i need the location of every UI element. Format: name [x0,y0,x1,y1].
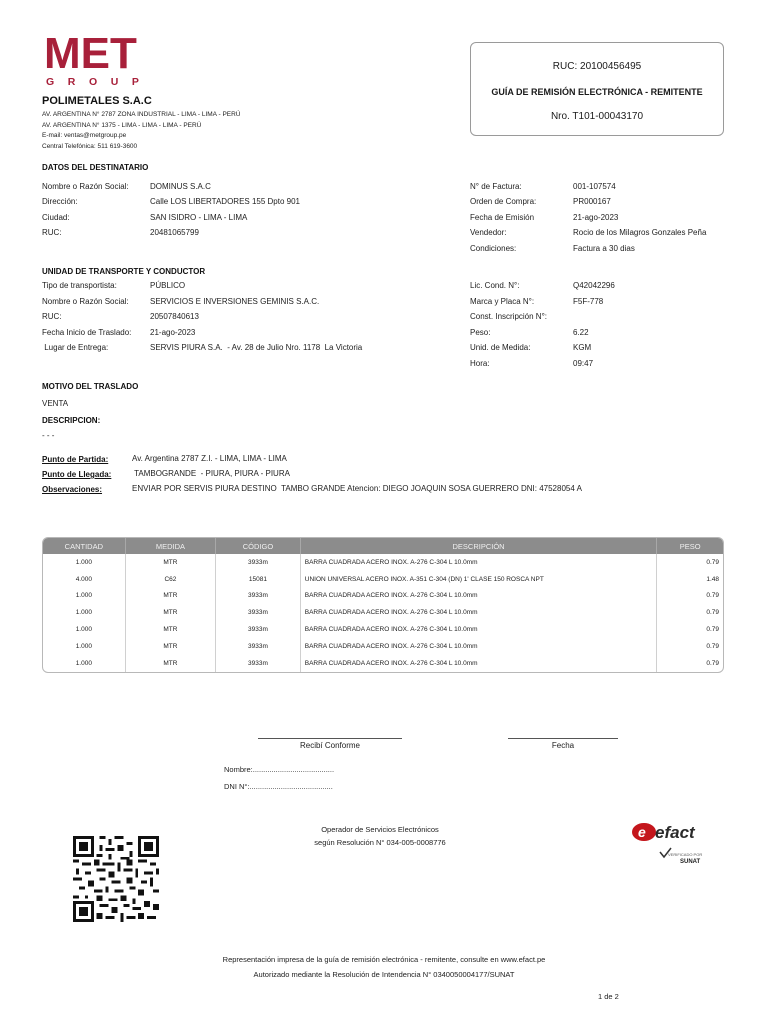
cell-codigo: 3933m [216,604,301,621]
cell-peso: 0.79 [657,554,723,571]
field-label: Ciudad: [42,213,70,222]
efact-wordmark: efact [655,823,695,842]
table-row [43,655,723,672]
signature-line-fecha [508,738,618,739]
section-title-descripcion: DESCRIPCION: [42,416,101,425]
field-label: Lugar de Entrega: [42,343,109,352]
col-header-cantidad: CANTIDAD [43,538,125,554]
operador-line1: Operador de Servicios Electrónicos [321,825,439,834]
page-indicator: 1 de 2 [598,992,619,1001]
field-label: Condiciones: [470,244,517,253]
qr-code [72,836,160,922]
nombre-field: Nombre:....................................... [224,765,335,774]
efact-verificado: VERIFICADO POR [668,852,703,857]
field-value: Rocio de los Milagros Gonzales Peña [573,228,707,237]
field-label: Vendedor: [470,228,507,237]
field-label: Nombre o Razón Social: [42,297,129,306]
cell-medida: MTR [125,655,216,672]
company-name: POLIMETALES S.A.C [42,95,152,107]
cell-codigo: 15081 [216,571,301,588]
cell-medida: MTR [125,604,216,621]
section-title-destinatario: DATOS DEL DESTINATARIO [42,163,149,172]
col-header-descripcion: DESCRIPCIÓN [300,538,657,554]
table-row [43,554,723,571]
field-label: Peso: [470,328,491,337]
field-label: Hora: [470,359,490,368]
table-row [43,571,723,588]
field-value: 21-ago-2023 [573,213,619,222]
field-value: 09:47 [573,359,594,368]
cell-peso: 0.79 [657,638,723,655]
punto-partida-value: Av. Argentina 2787 Z.I. - LIMA, LIMA - LIMA [132,454,287,463]
table-row [43,604,723,621]
field-label: Orden de Compra: [470,197,537,206]
ruc-box [470,42,724,136]
document-number: Nro. T101-00043170 [550,111,644,122]
field-value: SAN ISIDRO - LIMA - LIMA [150,213,248,222]
logo-text: MET [44,30,137,78]
cell-codigo: 3933m [216,638,301,655]
address-line: AV. ARGENTINA N° 1375 - LIMA - LIMA - LIMA - PERÚ [42,122,202,129]
email-line: E-mail: ventas@metgroup.pe [42,132,127,139]
dni-field: DNI N°:........................................ [224,782,333,791]
cell-peso: 1.48 [657,571,723,588]
cell-descripcion: BARRA CUADRADA ACERO INOX. A-276 C-304 L 10.0mm [300,621,657,638]
table-header-row [43,538,723,554]
cell-cantidad: 1.000 [75,659,92,667]
fecha-label: Fecha [551,741,575,750]
field-label: RUC: [42,228,62,237]
cell-cantidad: 4.000 [75,575,92,583]
items-table [42,537,724,673]
cell-descripcion: BARRA CUADRADA ACERO INOX. A-276 C-304 L 10.0mm [300,604,657,621]
cell-medida: MTR [125,588,216,605]
document-type: GUÍA DE REMISIÓN ELECTRÓNICA - REMITENTE [491,87,703,97]
field-value: Q42042296 [573,281,615,290]
ruc-number: RUC: 20100456495 [552,61,642,72]
field-label: Const. Inscripción N°: [470,312,548,321]
col-header-peso: PESO [657,538,723,554]
cell-descripcion: UNION UNIVERSAL ACERO INOX. A-351 C-304 (DN) 1' CLASE 150 ROSCA NPT [300,571,657,588]
field-label: Unid. de Medida: [470,343,531,352]
phone-line: Central Telefónica: 511 619-3600 [42,143,138,150]
field-value: SERVICIOS E INVERSIONES GEMINIS S.A.C. [150,297,320,306]
field-label: Marca y Placa N°: [470,297,535,306]
field-label: RUC: [42,312,62,321]
section-title-transporte: UNIDAD DE TRANSPORTE Y CONDUCTOR [42,267,206,276]
cell-cantidad: 1.000 [75,626,92,634]
field-label: Lic. Cond. N°: [470,281,520,290]
cell-descripcion: BARRA CUADRADA ACERO INOX. A-276 C-304 L 10.0mm [300,638,657,655]
cell-cantidad: 1.000 [75,592,92,600]
motivo-value: VENTA [42,399,69,408]
field-label: Nombre o Razón Social: [42,182,129,191]
recibi-conforme-label: Recibí Conforme [299,741,361,750]
sunat-label: SUNAT [680,859,701,865]
address-line: AV. ARGENTINA N° 2787 ZONA INDUSTRIAL - LIMA - LIMA - PERÚ [42,111,241,118]
punto-llegada-value: TAMBOGRANDE - PIURA, PIURA - PIURA [132,469,290,478]
logo-subtitle: GROUP [46,76,153,88]
field-label: Dirección: [42,197,78,206]
field-value: Calle LOS LIBERTADORES 155 Dpto 901 [150,197,300,206]
field-value: Factura a 30 dias [573,244,635,253]
table-row [43,621,723,638]
cell-codigo: 3933m [216,621,301,638]
table-row [43,638,723,655]
field-value: F5F-778 [573,297,604,306]
cell-codigo: 3933m [216,554,301,571]
cell-peso: 0.79 [657,604,723,621]
field-label: N° de Factura: [470,182,522,191]
cell-descripcion: BARRA CUADRADA ACERO INOX. A-276 C-304 L 10.0mm [300,655,657,672]
cell-cantidad: 1.000 [75,609,92,617]
cell-peso: 0.79 [657,655,723,672]
signature-line-recibi [258,738,402,739]
efact-logo [630,820,704,880]
observaciones-label: Observaciones: [42,485,103,494]
field-value: KGM [573,343,592,352]
observaciones-value: ENVIAR POR SERVIS PIURA DESTINO TAMBO GRANDE Atencion: DIEGO JOAQUIN SOSA GUERRERO DNI: 47528054 A [132,484,582,493]
cell-medida: MTR [125,638,216,655]
field-label: Fecha Inicio de Traslado: [42,328,132,337]
operador-line2: según Resolución N° 034-005-0008776 [314,838,446,847]
section-title-motivo: MOTIVO DEL TRASLADO [42,382,139,391]
cell-peso: 0.79 [657,621,723,638]
field-value: 001-107574 [573,182,616,191]
table-row [43,588,723,605]
field-value: 20507840613 [150,312,199,321]
field-value: 20481065799 [150,228,199,237]
autorizado-text: Autorizado mediante la Resolución de Intendencia N° 0340050004177/SUNAT [253,970,515,979]
cell-cantidad: 1.000 [75,558,92,566]
field-label: Tipo de transportista: [42,281,117,290]
field-value: DOMINUS S.A.C [150,182,211,191]
cell-cantidad: 1.000 [75,642,92,650]
field-value: PÚBLICO [150,281,186,290]
descripcion-value: - - - [42,431,55,440]
field-value: PR000167 [573,197,611,206]
cell-codigo: 3933m [216,655,301,672]
cell-medida: MTR [125,621,216,638]
representacion-text: Representación impresa de la guía de remisión electrónica - remitente, consulte en www.efact.pe [222,955,546,964]
svg-text:e: e [638,824,646,840]
cell-medida: C62 [125,571,216,588]
field-value: 21-ago-2023 [150,328,196,337]
field-value: SERVIS PIURA S.A. - Av. 28 de Julio Nro. 1178 La Victoria [150,343,363,352]
cell-medida: MTR [125,554,216,571]
cell-codigo: 3933m [216,588,301,605]
cell-descripcion: BARRA CUADRADA ACERO INOX. A-276 C-304 L 10.0mm [300,554,657,571]
col-header-codigo: CÓDIGO [216,538,301,554]
punto-partida-label: Punto de Partida: [42,455,109,464]
col-header-medida: MEDIDA [125,538,216,554]
cell-peso: 0.79 [657,588,723,605]
field-label: Fecha de Emisión [470,213,535,222]
cell-descripcion: BARRA CUADRADA ACERO INOX. A-276 C-304 L 10.0mm [300,588,657,605]
punto-llegada-label: Punto de Llegada: [42,470,112,479]
field-value: 6.22 [573,328,589,337]
